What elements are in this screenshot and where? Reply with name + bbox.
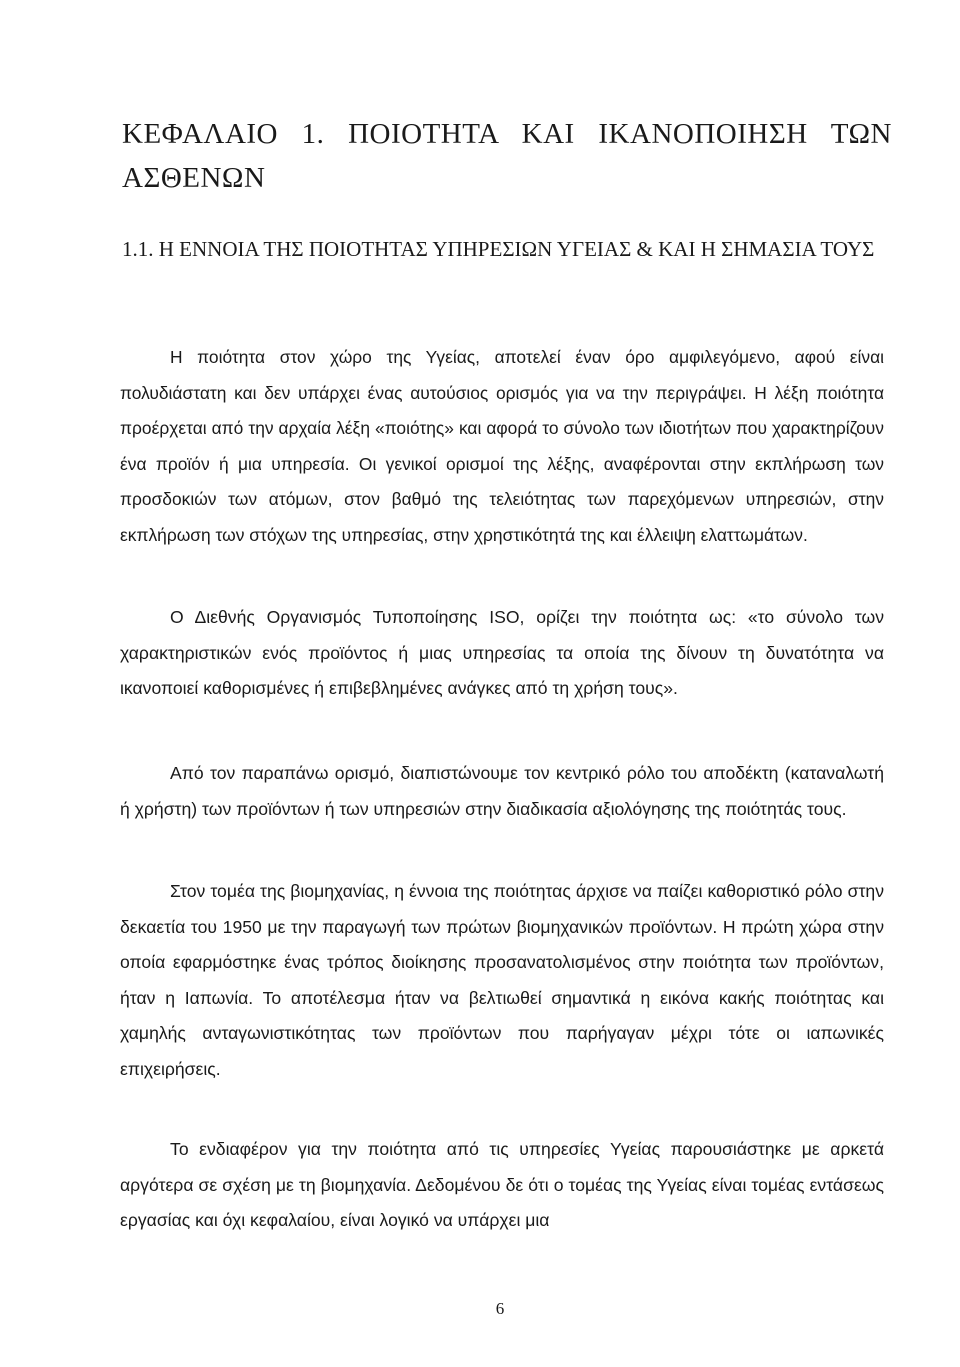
paragraph-quality-definition: Η ποιότητα στον χώρο της Υγείας, αποτελεί έναν όρο αμφιλεγόμενο, αφού είναι πολυδιάστατη και δεν υπάρχει ένας αυτούσιος ορισμός για να την περιγράψει. Η λέξη ποιότητα προέρχεται από την αρχαία λέξη «ποιότης» και αφορά το σύνολο των ιδιοτήτων που χαρακτηρίζουν ένα προϊόν ή μια υπηρεσία. Οι γενικοί ορισμοί της λέξης, αναφέρονται στην εκπλήρωση των προσδοκιών των ατόμων, στον βαθμό της τελειότητας των παρεχόμενων υπηρεσιών, στην εκπλήρωση των στόχων της υπηρεσίας, στην χρηστικότητά της και έλλειψη ελαττωμάτων. — [120, 347, 884, 545]
paragraph-health-services: Το ενδιαφέρον για την ποιότητα από τις υπηρεσίες Υγείας παρουσιάστηκε με αρκετά αργότερα σε σχέση με τη βιομηχανία. Δεδομένου δε ότι ο τομέας της Υγείας είναι τομέας εντάσεως εργασίας και όχι κεφαλαίου, είναι λογικό να υπάρχει μια — [120, 1139, 884, 1230]
page-number: 6 — [495, 1299, 505, 1318]
section-title: 1.1. Η ΕΝΝΟΙΑ ΤΗΣ ΠΟΙΟΤΗΤΑΣ ΥΠΗΡΕΣΙΩΝ ΥΓΕΙΑΣ & ΚΑΙ Η ΣΗΜΑΣΙΑ ΤΟΥΣ — [122, 237, 875, 261]
paragraph-iso-definition: Ο Διεθνής Οργανισμός Τυποποίησης ISO, ορίζει την ποιότητα ως: «το σύνολο των χαρακτηριστικών ενός προϊόντος ή μιας υπηρεσίας τα οποία της δίνουν τη δυνατότητα να ικανοποιεί καθορισμένες ή επιβεβλημένες ανάγκες από τη χρήση τους». — [120, 607, 884, 698]
paragraph-industry-history: Στον τομέα της βιομηχανίας, η έννοια της ποιότητας άρχισε να παίζει καθοριστικό ρόλο στην δεκαετία του 1950 με την παραγωγή των πρώτων βιομηχανικών προϊόντων. Η πρώτη χώρα στην οποία εφαρμόστηκε ένας τρόπος διοίκησης προσανατολισμένος στην ποιότητα των προϊόντων, ήταν η Ιαπωνία. Το αποτέλεσμα ήταν να βελτιωθεί σημαντικά η εικόνα κακής ποιότητας και χαμηλής ανταγωνιστικότητας των προϊόντων που παρήγαγαν μέχρι τότε οι ιαπωνικές επιχειρήσεις. — [120, 881, 884, 1079]
chapter-title: ΚΕΦΑΛΑΙΟ 1. ΠΟΙΟΤΗΤΑ ΚΑΙ ΙΚΑΝΟΠΟΙΗΣΗ ΤΩΝ ΑΣΘΕΝΩΝ — [122, 118, 892, 194]
paragraph-recipient-role: Από τον παραπάνω ορισμό, διαπιστώνουμε τον κεντρικό ρόλο του αποδέκτη (καταναλωτή ή χρήστη) των προϊόντων ή των υπηρεσιών στην διαδικασία αξιολόγησης της ποιότητάς τους. — [120, 763, 884, 819]
